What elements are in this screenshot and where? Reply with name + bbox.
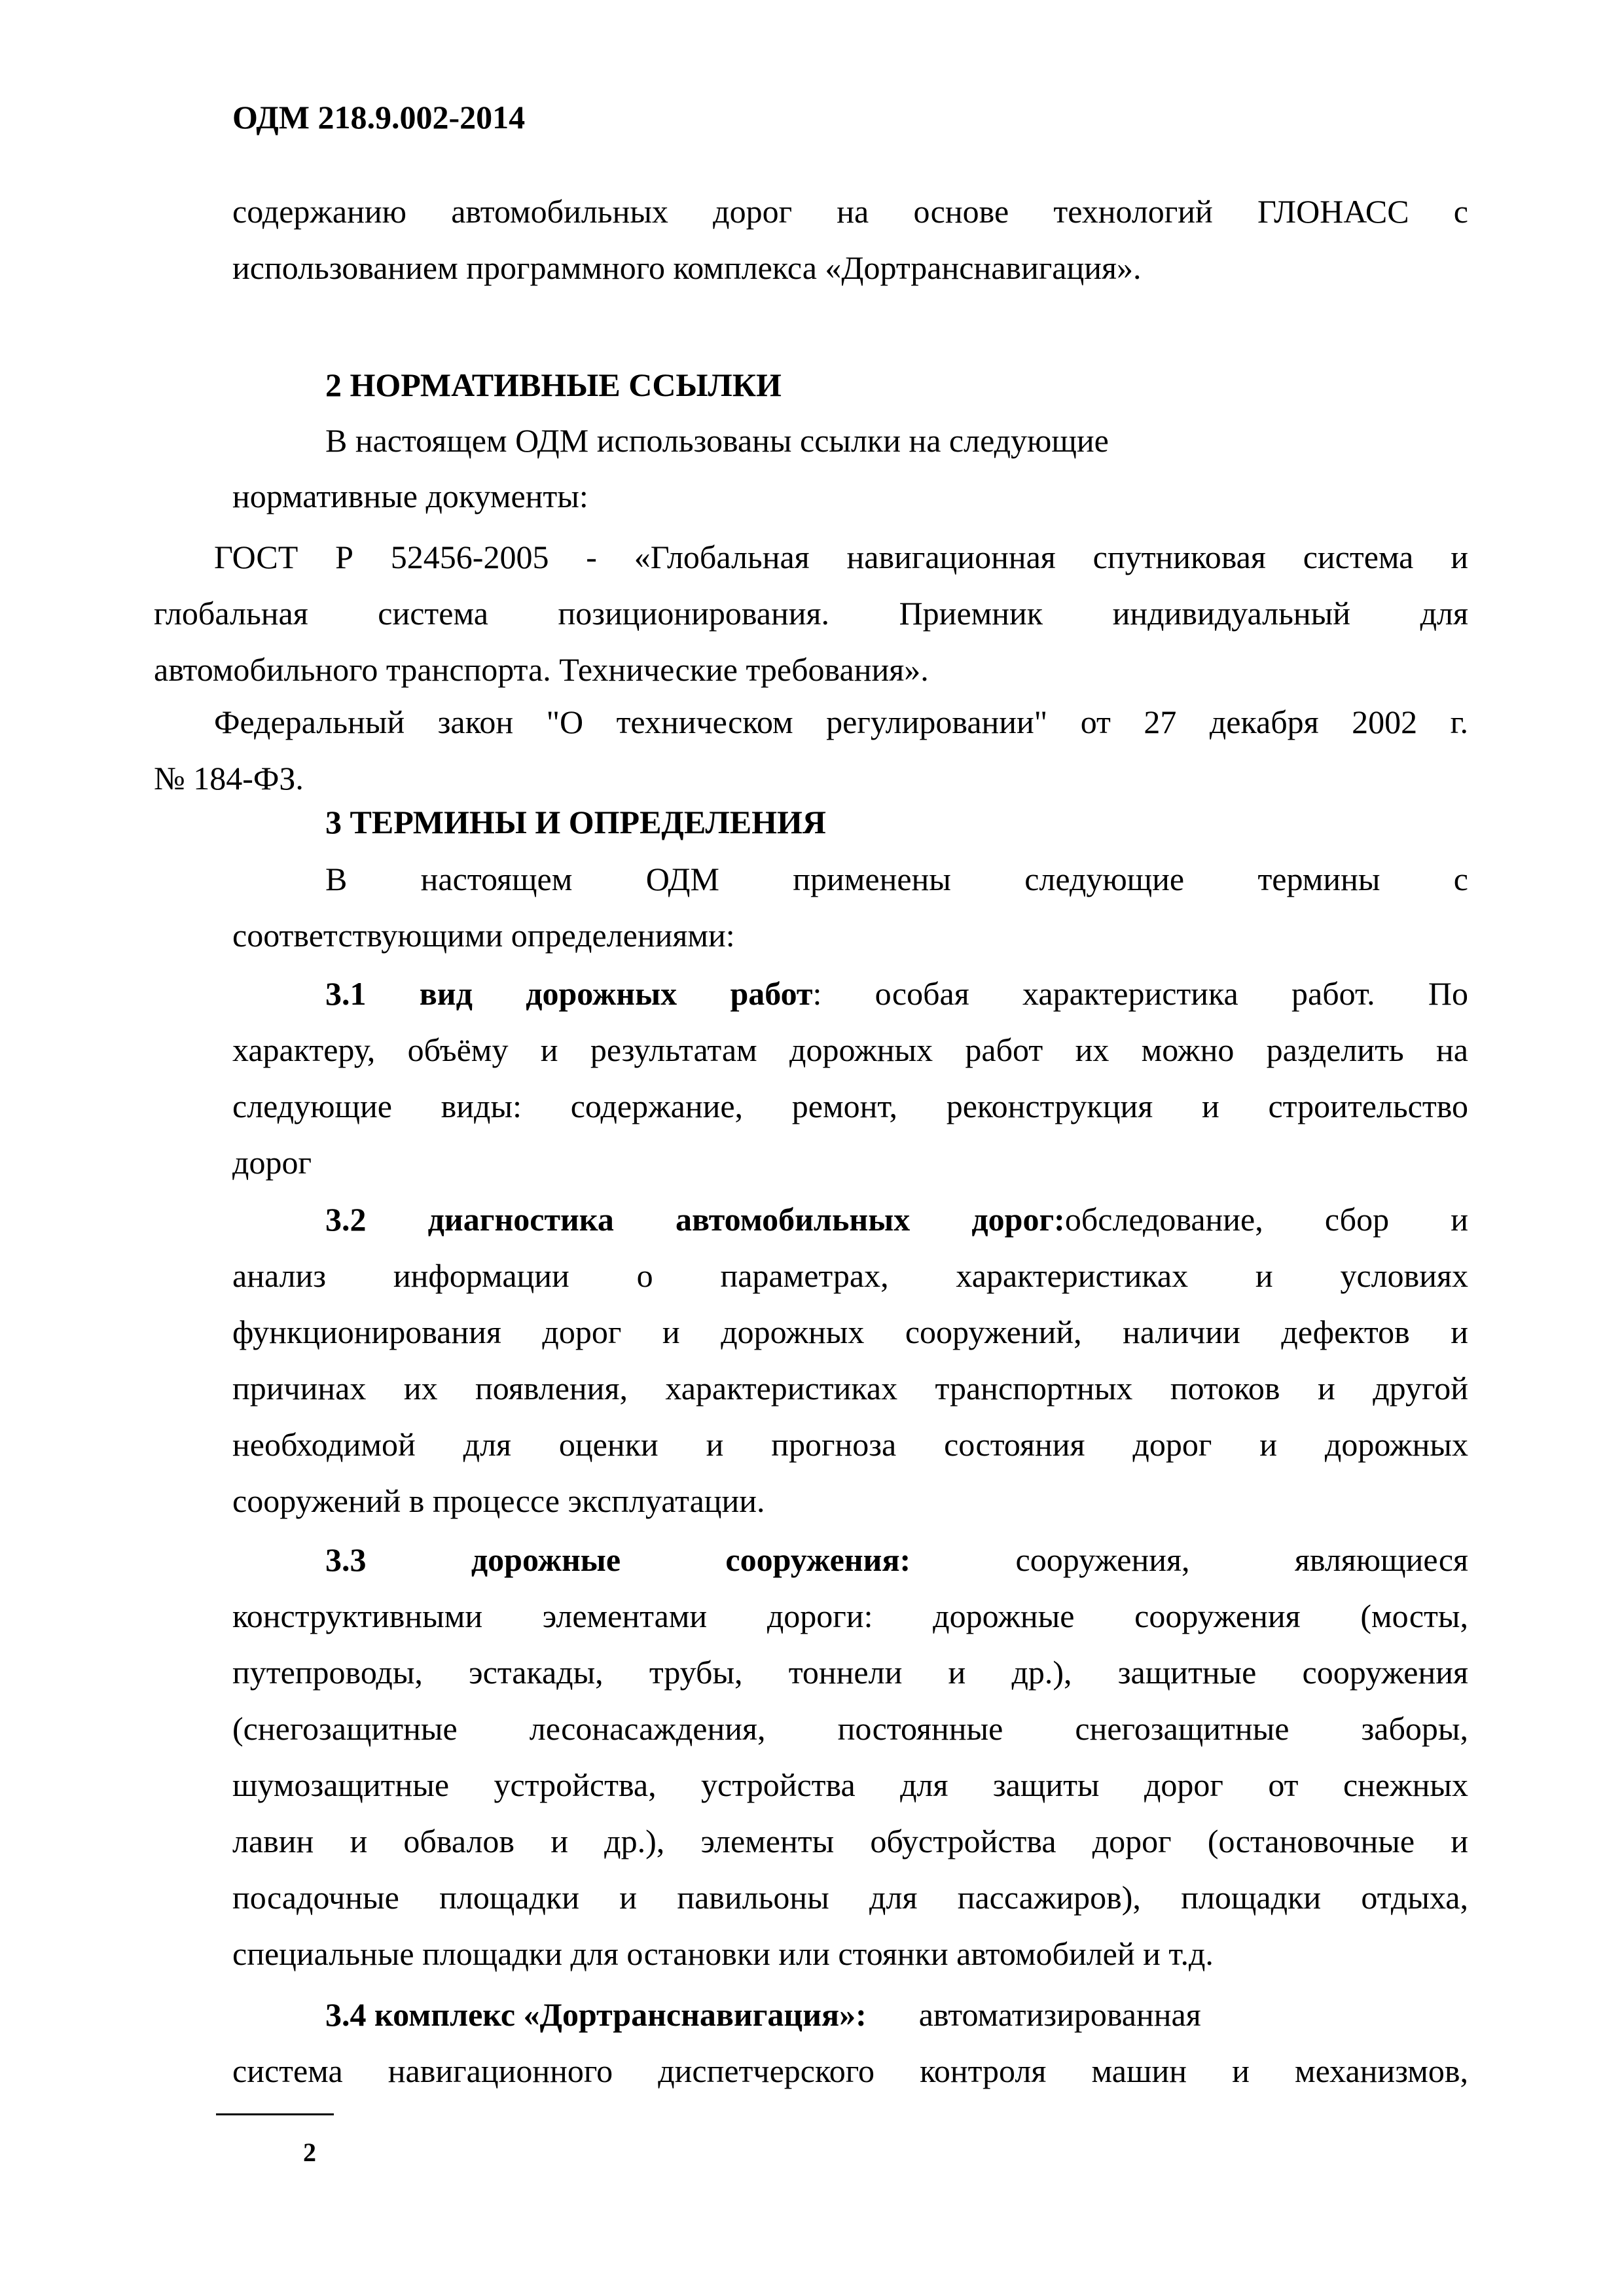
footer-divider bbox=[216, 2113, 334, 2115]
text-line: нормативные документы: bbox=[232, 478, 588, 514]
term-title: 3.2 диагностика автомобильных дорог: bbox=[325, 1201, 1065, 1238]
gost-reference bbox=[154, 529, 1468, 698]
text-line: функционирования дорог и дорожных сооружений, наличии дефектов и bbox=[232, 1314, 1468, 1350]
text-line: содержанию автомобильных дорог на основе технологий ГЛОНАСС с bbox=[232, 193, 1468, 230]
term-title: 3.1 вид дорожных работ bbox=[325, 975, 813, 1012]
term-title: 3.4 комплекс «Дортранснавигация»: bbox=[325, 1996, 867, 2033]
intro-paragraph bbox=[232, 183, 1468, 296]
term-definition-start: автоматизированная bbox=[918, 1996, 1201, 2033]
section-3-lead bbox=[232, 851, 1468, 963]
text-line: Федеральный закон "О техническом регулировании" от 27 декабря 2002 г. bbox=[214, 704, 1468, 740]
text-line bbox=[232, 1986, 1468, 2043]
term-3-2 bbox=[232, 1191, 1468, 1529]
text-line: посадочные площадки и павильоны для пассажиров), площадки отдыха, bbox=[232, 1879, 1468, 1916]
page-number: 2 bbox=[303, 2138, 316, 2167]
term-3-3 bbox=[232, 1532, 1468, 1982]
text-line: причинах их появления, характеристиках транспортных потоков и другой bbox=[232, 1370, 1468, 1407]
text-line: автомобильного транспорта. Технические требования». bbox=[154, 651, 929, 688]
section-3-heading: 3 ТЕРМИНЫ И ОПРЕДЕЛЕНИЯ bbox=[325, 804, 827, 840]
term-definition-start: сооружения, являющиеся bbox=[1015, 1541, 1469, 1578]
text-line: шумозащитные устройства, устройства для защиты дорог от снежных bbox=[232, 1767, 1468, 1803]
text-line: соответствующими определениями: bbox=[232, 917, 735, 954]
document-code-header: ОДМ 218.9.002-2014 bbox=[232, 99, 526, 135]
section-2-heading: 2 НОРМАТИВНЫЕ ССЫЛКИ bbox=[325, 367, 782, 403]
text-line: глобальная система позиционирования. Приемник индивидуальный для bbox=[154, 595, 1468, 632]
section-2-lead bbox=[325, 412, 1109, 469]
text-line: № 184-ФЗ. bbox=[154, 760, 304, 797]
text-line: необходимой для оценки и прогноза состояния дорог и дорожных bbox=[232, 1426, 1468, 1463]
term-title: 3.3 дорожные сооружения: bbox=[325, 1541, 911, 1578]
text-line: конструктивными элементами дороги: дорожные сооружения (мосты, bbox=[232, 1598, 1468, 1634]
text-line: дорог bbox=[232, 1144, 312, 1181]
text-line: лавин и обвалов и др.), элементы обустройства дорог (остановочные и bbox=[232, 1823, 1468, 1859]
text-line: система навигационного диспетчерского контроля машин и механизмов, bbox=[232, 2053, 1468, 2089]
federal-law-reference bbox=[154, 694, 1468, 806]
term-definition-start: обследование, сбор и bbox=[1064, 1201, 1469, 1238]
text-line: специальные площадки для остановки или стоянки автомобилей и т.д. bbox=[232, 1935, 1214, 1972]
text-line: характеру, объёму и результатам дорожных работ их можно разделить на bbox=[232, 1031, 1468, 1068]
term-3-4 bbox=[232, 1986, 1468, 2099]
text-line bbox=[232, 1191, 1468, 1247]
text-line: (снегозащитные лесонасаждения, постоянные снегозащитные заборы, bbox=[232, 1710, 1468, 1747]
text-line: путепроводы, эстакады, трубы, тоннели и др.), защитные сооружения bbox=[232, 1654, 1468, 1691]
text-line: В настоящем ОДМ применены следующие термины с bbox=[325, 861, 1468, 897]
section-2-lead-cont bbox=[232, 468, 588, 524]
text-line bbox=[232, 965, 1468, 1022]
text-line: В настоящем ОДМ использованы ссылки на следующие bbox=[325, 422, 1109, 459]
term-3-1 bbox=[232, 965, 1468, 1191]
text-line: сооружений в процессе эксплуатации. bbox=[232, 1482, 765, 1519]
text-line: использованием программного комплекса «Дортранснавигация». bbox=[232, 249, 1142, 286]
text-line: следующие виды: содержание, ремонт, реконструкция и строительство bbox=[232, 1088, 1468, 1124]
text-line bbox=[232, 1532, 1468, 1588]
term-definition-start: : особая характеристика работ. По bbox=[812, 975, 1468, 1012]
text-line: анализ информации о параметрах, характеристиках и условиях bbox=[232, 1257, 1468, 1294]
text-line: ГОСТ Р 52456-2005 - «Глобальная навигационная спутниковая система и bbox=[214, 539, 1468, 575]
